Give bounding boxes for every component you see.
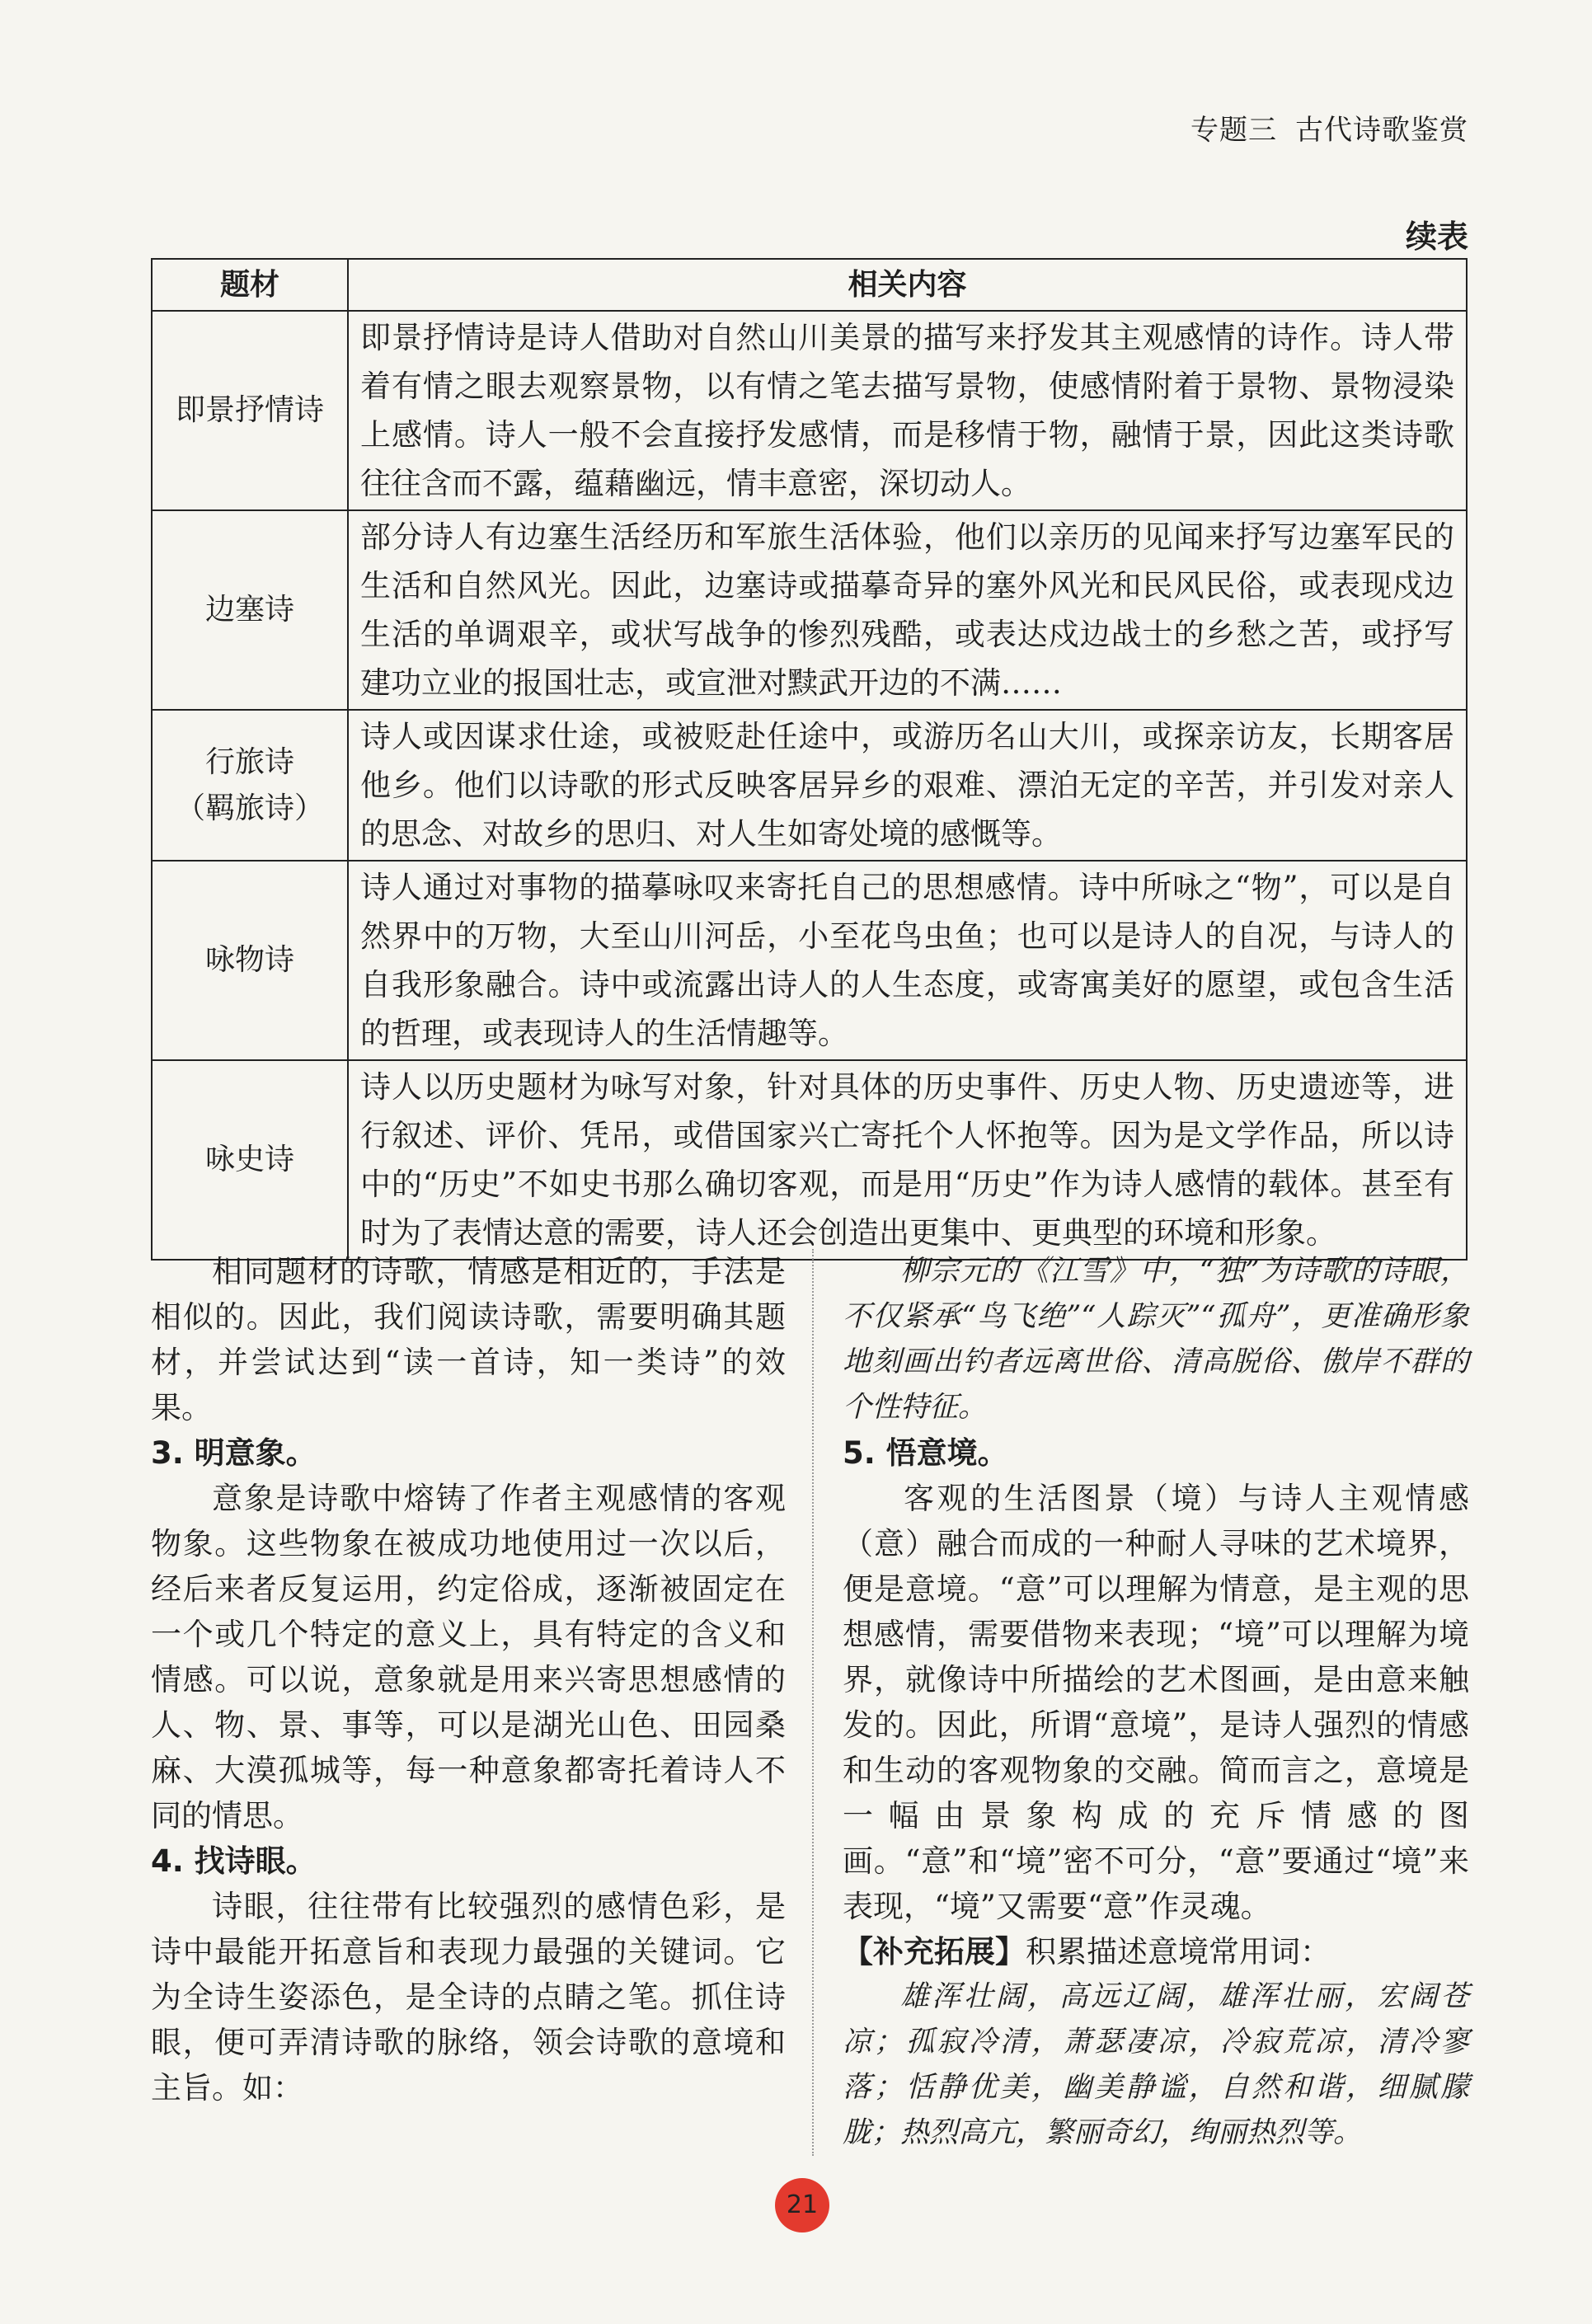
row-topic: 咏史诗 xyxy=(152,1060,348,1260)
supplement-intro: 积累描述意境常用词： xyxy=(1026,1934,1331,1970)
table-row xyxy=(152,861,1467,1060)
row-topic: 即景抒情诗 xyxy=(152,311,348,510)
table-row xyxy=(152,1060,1467,1260)
section-4-body: 诗眼，往往带有比较强烈的感情色彩，是诗中最能开拓意旨和表现力最强的关键词。它为全诗生姿添色，是全诗的点睛之笔。抓住诗眼，便可弄清诗歌的脉络，领会诗歌的意境和主旨。如： xyxy=(151,1889,786,2106)
section-3-body: 意象是诗歌中熔铸了作者主观感情的客观物象。这些物象在被成功地使用过一次以后，经后来者反复运用，约定俗成，逐渐被固定在一个或几个特定的意义上，具有特定的含义和情感。可以说，意象就是用来兴寄思想感情的人、物、景、事等，可以是湖光山色、田园桑麻、大漠孤城等，每一种意象都寄托着诗人不同的情思。 xyxy=(151,1481,786,1833)
section-5-heading: 5. 悟意境。 xyxy=(843,1435,1008,1471)
poem-eye-example: 柳宗元的《江雪》中，“独”为诗歌的诗眼，不仅紧承“鸟飞绝”“人踪灭”“孤舟”，更准确形象地刻画出钓者远离世俗、清高脱俗、傲岸不群的个性特征。 xyxy=(843,1255,1469,1424)
row-topic xyxy=(152,710,348,861)
table-row xyxy=(152,510,1467,710)
page-number: 21 xyxy=(775,2178,829,2232)
section-4-heading: 4. 找诗眼。 xyxy=(151,1843,317,1879)
supplement-label: 【补充拓展】 xyxy=(843,1934,1026,1970)
row-content: 诗人通过对事物的描摹咏叹来寄托自己的思想感情。诗中所咏之“物”，可以是自然界中的万物，大至山川河岳，小至花鸟虫鱼；也可以是诗人的自况，与诗人的自我形象融合。诗中或流露出诗人的人生态度，或寄寓美好的愿望，或包含生活的哲理，或表现诗人的生活情趣等。 xyxy=(348,861,1467,1060)
table-header-row xyxy=(152,259,1467,311)
left-column xyxy=(151,1249,786,2110)
column-header-content: 相关内容 xyxy=(348,259,1467,311)
section-3-heading: 3. 明意象。 xyxy=(151,1435,317,1471)
intro-paragraph: 相同题材的诗歌，情感是相近的，手法是相似的。因此，我们阅读诗歌，需要明确其题材，并尝试达到“读一首诗，知一类诗”的效果。 xyxy=(151,1254,786,1425)
row-topic: 咏物诗 xyxy=(152,861,348,1060)
table-row xyxy=(152,311,1467,510)
row-topic-sub: （羁旅诗） xyxy=(175,791,324,825)
section-5-body: 客观的生活图景（境）与诗人主观情感（意）融合而成的一种耐人寻味的艺术境界，便是意境。“意”可以理解为情意，是主观的思想感情，需要借物来表现；“境”可以理解为境界，就像诗中所描绘的艺术图画，是由意来触发的。因此，所谓“意境”，是诗人强烈的情感和生动的客观物象的交融。简而言之，意境是一幅由景象构成的充斥情感的图画。“意”和“境”密不可分，“意”要通过“境”来表现，“境”又需要“意”作灵魂。 xyxy=(843,1481,1469,1924)
row-content: 诗人以历史题材为咏写对象，针对具体的历史事件、历史人物、历史遗迹等，进行叙述、评价、凭吊，或借国家兴亡寄托个人怀抱等。因为是文学作品，所以诗中的“历史”不如史书那么确切客观，而是用“历史”作为诗人感情的载体。甚至有时为了表情达意的需要，诗人还会创造出更集中、更典型的环境和形象。 xyxy=(348,1060,1467,1260)
section-label: 专题三 xyxy=(1190,114,1277,147)
row-topic-main: 行旅诗 xyxy=(204,744,294,779)
right-column xyxy=(843,1249,1469,2156)
row-content: 诗人或因谋求仕途，或被贬赴任途中，或游历名山大川，或探亲访友，长期客居他乡。他们以诗歌的形式反映客居异乡的艰难、漂泊无定的辛苦，并引发对亲人的思念、对故乡的思归、对人生如寄处境的感慨等。 xyxy=(348,710,1467,861)
table-continued-label: 续表 xyxy=(1405,218,1468,255)
column-divider xyxy=(812,1249,814,2156)
poetry-topics-table xyxy=(151,258,1468,1261)
section-title: 古代诗歌鉴赏 xyxy=(1295,114,1468,147)
column-header-topic: 题材 xyxy=(152,259,348,311)
supplement-words: 雄浑壮阔，高远辽阔，雄浑壮丽，宏阔苍凉；孤寂冷清，萧瑟凄凉，冷寂荒凉，清冷寥落；恬静优美，幽美静谧，自然和谐，细腻朦胧；热烈高亢，繁丽奇幻，绚丽热烈等。 xyxy=(843,1980,1469,2149)
table-row xyxy=(152,710,1467,861)
page-header xyxy=(1172,107,1468,148)
supplement-line xyxy=(843,1929,1469,1974)
row-content: 部分诗人有边塞生活经历和军旅生活体验，他们以亲历的见闻来抒写边塞军民的生活和自然风光。因此，边塞诗或描摹奇异的塞外风光和民风民俗，或表现戍边生活的单调艰辛，或状写战争的惨烈残酷，或表达戍边战士的乡愁之苦，或抒写建功立业的报国壮志，或宣泄对黩武开边的不满…… xyxy=(348,510,1467,710)
row-topic: 边塞诗 xyxy=(152,510,348,710)
row-content: 即景抒情诗是诗人借助对自然山川美景的描写来抒发其主观感情的诗作。诗人带着有情之眼去观察景物，以有情之笔去描写景物，使感情附着于景物、景物浸染上感情。诗人一般不会直接抒发感情，而是移情于物，融情于景，因此这类诗歌往往含而不露，蕴藉幽远，情丰意密，深切动人。 xyxy=(348,311,1467,510)
